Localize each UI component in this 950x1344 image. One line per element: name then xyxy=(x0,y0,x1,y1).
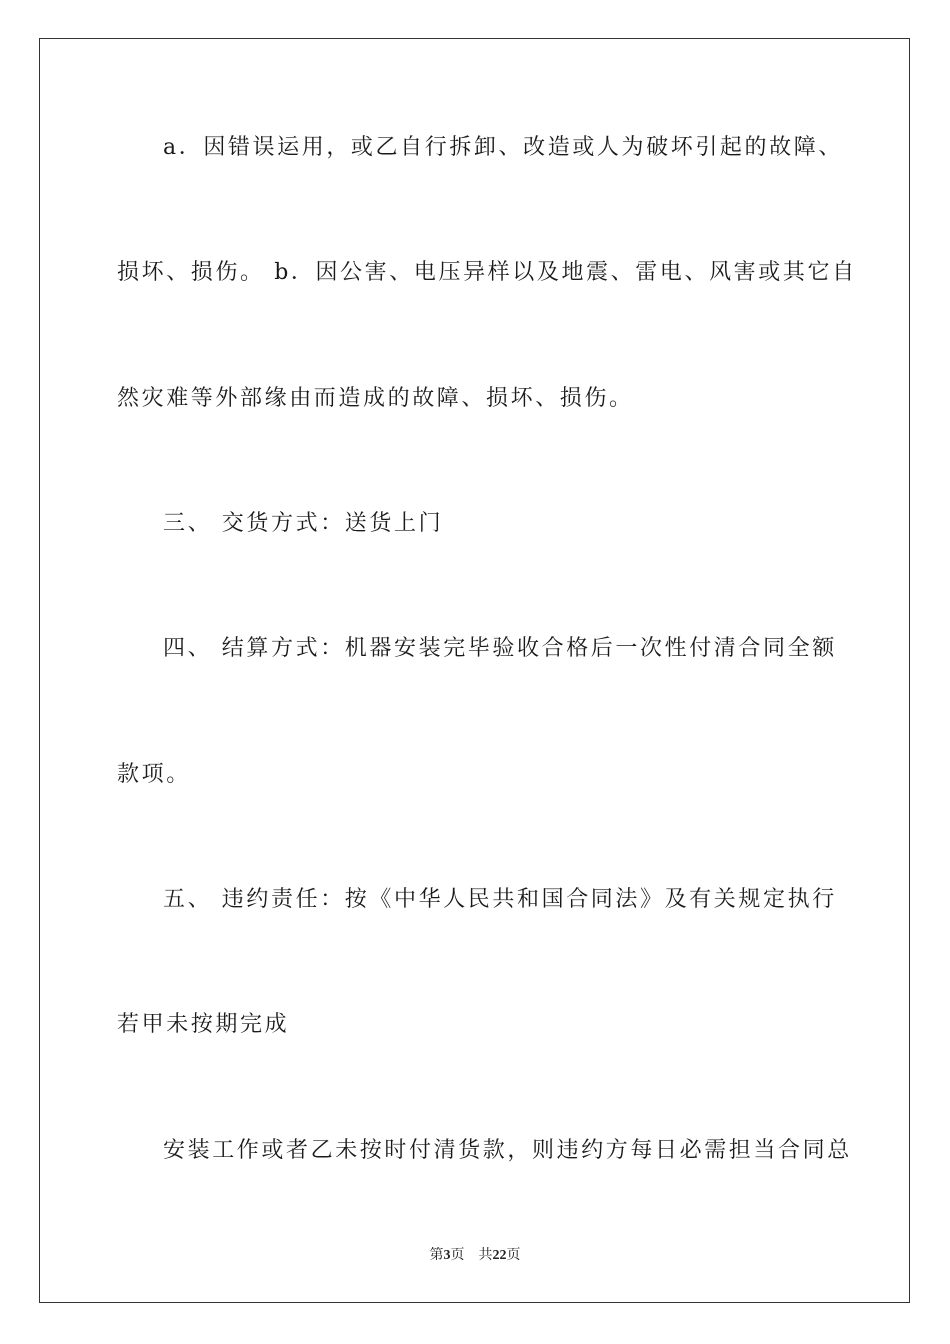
paragraph-line-3: 然灾难等外部缘由而造成的故障、损坏、损伤。 xyxy=(117,386,634,411)
paragraph-line-9: 安装工作或者乙未按时付清货款，则违约方每日必需担当合同总 xyxy=(163,1138,852,1163)
paragraph-line-8: 若甲未按期完成 xyxy=(117,1012,290,1037)
footer-page-number: 3 xyxy=(443,1248,451,1263)
page-border xyxy=(39,38,910,1303)
paragraph-line-6: 款项。 xyxy=(117,762,191,787)
paragraph-line-2: 损坏、损伤。 b．因公害、电压异样以及地震、雷电、风害或其它自 xyxy=(117,260,857,285)
paragraph-line-1: a．因错误运用，或乙自行拆卸、改造或人为破坏引起的故障、 xyxy=(163,135,843,160)
section-four-settlement: 四、 结算方式：机器安装完毕验收合格后一次性付清合同全额 xyxy=(163,636,837,661)
footer-total-pages: 22 xyxy=(492,1248,507,1263)
footer-total-prefix: 共 xyxy=(478,1248,493,1263)
footer-total-suffix: 页 xyxy=(506,1248,521,1263)
page-footer xyxy=(0,1244,950,1264)
footer-page-suffix: 页 xyxy=(450,1248,465,1263)
footer-page-prefix: 第 xyxy=(429,1248,444,1263)
section-five-liability: 五、 违约责任：按《中华人民共和国合同法》及有关规定执行 xyxy=(163,887,837,912)
section-three-delivery: 三、 交货方式：送货上门 xyxy=(163,511,444,536)
